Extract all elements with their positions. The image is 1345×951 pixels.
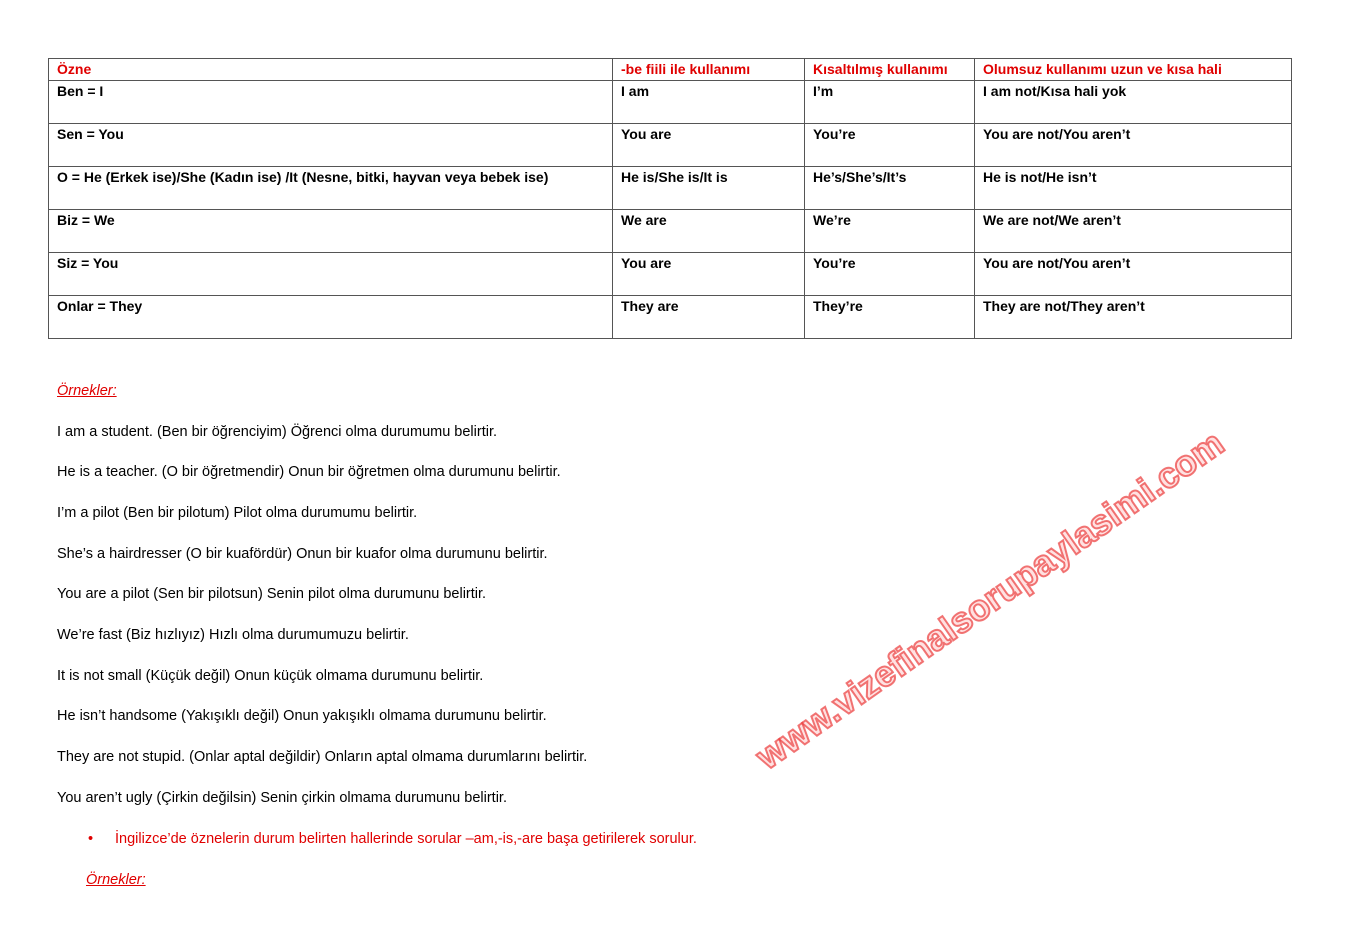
table-cell: Ben = I: [49, 81, 613, 124]
example-line: We’re fast (Biz hızlıyız) Hızlı olma durumumuzu belirtir.: [57, 627, 409, 643]
example-line: He is a teacher. (O bir öğretmendir) Onun bir öğretmen olma durumunu belirtir.: [57, 464, 561, 480]
table-cell: O = He (Erkek ise)/She (Kadın ise) /It (Nesne, bitki, hayvan veya bebek ise): [49, 167, 613, 210]
table-row: [49, 124, 1292, 167]
example-line: You aren’t ugly (Çirkin değilsin) Senin çirkin olmama durumunu belirtir.: [57, 790, 507, 806]
table-cell: They’re: [805, 296, 975, 339]
table-row: [49, 167, 1292, 210]
table-cell: I am: [613, 81, 805, 124]
bullet-icon: •: [88, 831, 94, 847]
table-cell: Onlar = They: [49, 296, 613, 339]
table-cell: You’re: [805, 124, 975, 167]
examples-heading-2: Örnekler:: [86, 872, 146, 888]
examples-heading: Örnekler:: [57, 383, 117, 399]
table-cell: They are not/They aren’t: [975, 296, 1292, 339]
example-line: She’s a hairdresser (O bir kuafördür) Onun bir kuafor olma durumunu belirtir.: [57, 546, 548, 562]
example-line: I’m a pilot (Ben bir pilotum) Pilot olma durumumu belirtir.: [57, 505, 418, 521]
table-cell: He is not/He isn’t: [975, 167, 1292, 210]
table-header-row: [49, 59, 1292, 81]
table-cell: I am not/Kısa hali yok: [975, 81, 1292, 124]
table-cell: Biz = We: [49, 210, 613, 253]
example-line: He isn’t handsome (Yakışıklı değil) Onun yakışıklı olmama durumunu belirtir.: [57, 708, 547, 724]
table-cell: You are not/You aren’t: [975, 253, 1292, 296]
example-line: I am a student. (Ben bir öğrenciyim) Öğrenci olma durumumu belirtir.: [57, 424, 498, 440]
table-cell: We’re: [805, 210, 975, 253]
watermark: www.vizefinalsorupaylasimi.com: [748, 421, 1232, 778]
example-line: You are a pilot (Sen bir pilotsun) Senin pilot olma durumunu belirtir.: [57, 586, 487, 602]
example-line: They are not stupid. (Onlar aptal değildir) Onların aptal olmama durumlarını belirtir.: [57, 749, 588, 765]
table-cell: They are: [613, 296, 805, 339]
pronoun-table: [48, 58, 1292, 339]
table-cell: You are: [613, 253, 805, 296]
header-cell: Kısaltılmış kullanımı: [805, 59, 975, 81]
table-row: [49, 81, 1292, 124]
table-cell: Siz = You: [49, 253, 613, 296]
header-cell: Özne: [49, 59, 613, 81]
table-cell: I’m: [805, 81, 975, 124]
table-cell: He’s/She’s/It’s: [805, 167, 975, 210]
table-cell: You’re: [805, 253, 975, 296]
table-cell: We are not/We aren’t: [975, 210, 1292, 253]
table-cell: Sen = You: [49, 124, 613, 167]
example-line: It is not small (Küçük değil) Onun küçük olmama durumunu belirtir.: [57, 668, 484, 684]
table-cell: He is/She is/It is: [613, 167, 805, 210]
table-row: [49, 210, 1292, 253]
table-cell: You are: [613, 124, 805, 167]
table-row: [49, 296, 1292, 339]
bullet-note: İngilizce’de öznelerin durum belirten hallerinde sorular –am,-is,-are başa getirilerek sorulur.: [115, 831, 697, 847]
table-cell: We are: [613, 210, 805, 253]
table-row: [49, 253, 1292, 296]
header-cell: Olumsuz kullanımı uzun ve kısa hali: [975, 59, 1292, 81]
header-cell: -be fiili ile kullanımı: [613, 59, 805, 81]
table-cell: You are not/You aren’t: [975, 124, 1292, 167]
